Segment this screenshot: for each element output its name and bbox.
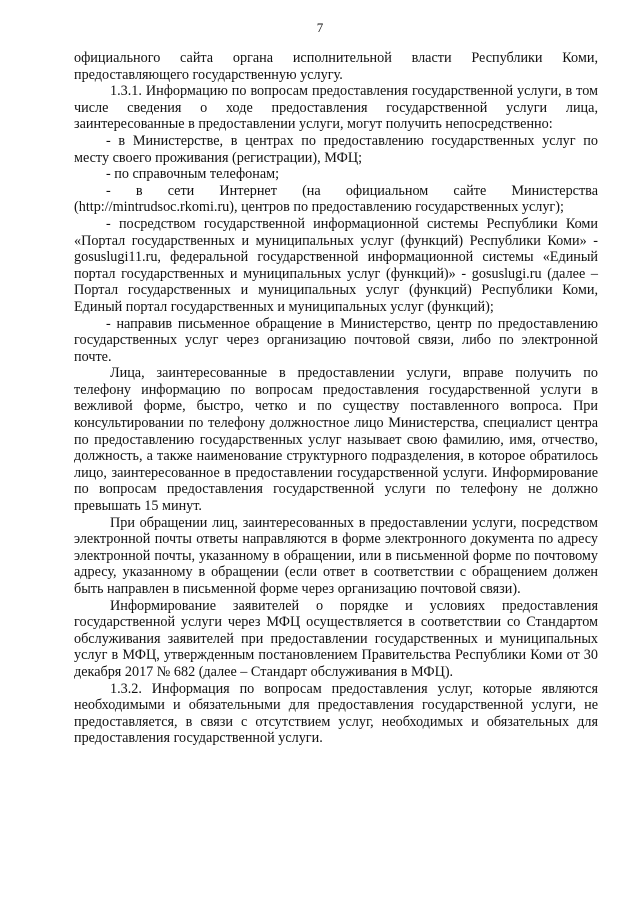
paragraph-1-3-1: 1.3.1. Информацию по вопросам предоставления государственной услуги, в том числе сведения о ходе предоставления государственной услуги лица, заинтересованные в предоставлении услуги, могут получить непосредственно:: [74, 83, 598, 133]
list-item-written-request: - направив письменное обращение в Министерство, центр по предоставлению государственных услуг через организацию почтовой связи, либо по электронной почте.: [74, 315, 598, 365]
list-item-portal: - посредством государственной информационной системы Республики Коми «Портал государственных и муниципальных услуг (функций) Республики Коми» - gosuslugi11.ru, федеральной государственной информационной системы «Единый портал государственных и муниципальных услуг (функций)» - gosuslugi.ru (далее – Портал государственных и муниципальных услуг (функций) Республики Коми, Единый портал государственных и муниципальных услуг (функций);: [74, 215, 598, 315]
page-number: 7: [316, 20, 324, 35]
paragraph-site-continuation: официального сайта органа исполнительной власти Республики Коми, предоставляющего государственную услугу.: [74, 50, 598, 83]
paragraph-1-3-2: 1.3.2. Информация по вопросам предоставления услуг, которые являются необходимыми и обязательными для предоставления государственной услуги, не предоставляется, в связи с отсутствием услуг, необходимых и обязательных для предоставления государственной услуги.: [74, 680, 598, 747]
list-item-internet: - в сети Интернет (на официальном сайте Министерства (http://mintrudsoc.rkomi.ru), центров по предоставлению государственных услуг);: [74, 182, 598, 216]
list-item-phones: - по справочным телефонам;: [106, 166, 280, 183]
list-item-ministry: - в Министерстве, в центрах по предоставлению государственных услуг по месту своего проживания (регистрации), МФЦ;: [74, 132, 598, 166]
paragraph-mfc-informing: Информирование заявителей о порядке и условиях предоставления государственной услуги через МФЦ осуществляется в соответствии со Стандартом обслуживания заявителей при предоставлении государственных и муниципальных услуг в МФЦ, утвержденным постановлением Правительства Республики Коми от 30 декабря 2017 № 682 (далее – Стандарт обслуживания в МФЦ).: [74, 597, 598, 680]
paragraph-email-requests: При обращении лиц, заинтересованных в предоставлении услуги, посредством электронной почты ответы направляются в форме электронного документа по адресу электронной почты, указанному в обращении, или в письменной форме по почтовому адресу, указанному в обращении (если ответ в соответствии с обращением должен быть направлен в письменной форме через организацию почтовой связи).: [74, 514, 598, 597]
paragraph-phone-consulting: Лица, заинтересованные в предоставлении услуги, вправе получить по телефону информацию по вопросам предоставления государственной услуги в вежливой форме, быстро, четко и по существу поставленного вопроса. При консультировании по телефону должностное лицо Министерства, специалист центра по предоставлению государственных услуг называет свою фамилию, имя, отчество, должность, а также наименование структурного подразделения, в которое обратилось лицо, заинтересованное в предоставлении государственной услуги. Информирование по вопросам предоставления государственной услуги по телефону не должно превышать 15 минут.: [74, 365, 598, 515]
document-body: [74, 50, 598, 747]
